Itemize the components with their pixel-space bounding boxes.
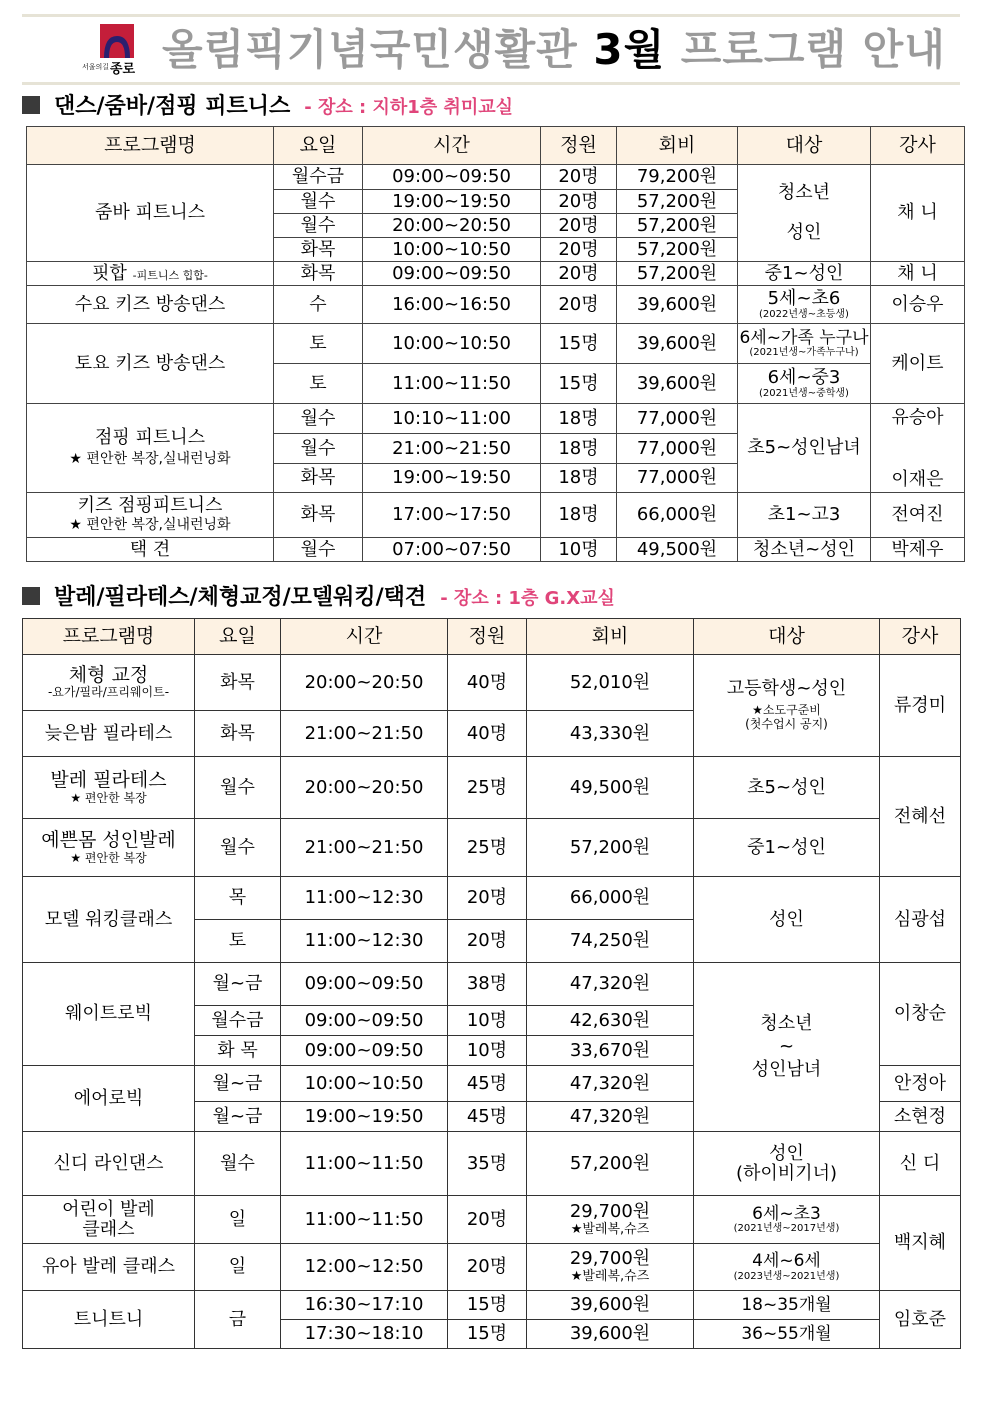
time-cell: 09:00~09:50 [281,963,448,1006]
top-rule [22,14,960,17]
jongno-logo [82,24,148,78]
fee-cell: 39,600원 [617,286,738,324]
program-name [23,1196,195,1244]
program-name [23,655,195,711]
target-line: 6세~중3 [767,367,841,389]
fee-cell: 47,320원 [527,963,694,1006]
fee-cell: 66,000원 [527,877,694,920]
teacher-cell: 박제우 [871,538,965,562]
target-cell [694,1244,880,1291]
target-cell: 중1~성인 [738,262,871,286]
col-header: 정원 [541,127,617,165]
teacher-line: 이재은 [891,468,944,490]
col-header: 프로그램명 [23,619,195,655]
section1-heading [22,89,513,120]
day-cell: 월수금 [274,165,363,190]
day-cell: 일 [195,1196,281,1244]
capacity-cell: 20명 [541,190,617,214]
col-header: 회비 [527,619,694,655]
target-cell: 18~35개월 [694,1291,880,1320]
target-cell [694,655,880,757]
capacity-cell: 20명 [541,214,617,238]
logo-small-text: 서울의길 [82,63,110,71]
time-cell: 17:00~17:50 [363,493,541,538]
fee-cell: 39,600원 [617,364,738,404]
program-name [27,404,274,493]
fee-cell: 52,010원 [527,655,694,711]
target-subline: (2021년생~중학생) [759,387,849,399]
program-name-text: 점핑 피트니스 [94,427,206,449]
day-cell: 월수금 [195,1006,281,1036]
program-name: 토요 키즈 방송댄스 [27,324,274,404]
col-header: 프로그램명 [27,127,274,165]
capacity-cell: 10명 [448,1036,527,1066]
section2-title: 발레/필라테스/체형교정/모델워킹/택견 [54,585,427,610]
day-cell: 월수 [195,1132,281,1196]
target-cell [738,324,871,364]
fee-cell: 77,000원 [617,464,738,493]
program-name: 트니트니 [23,1291,195,1349]
day-cell: 화목 [274,493,363,538]
fee-cell: 57,200원 [527,819,694,877]
time-cell: 19:00~19:50 [363,464,541,493]
day-cell: 화목 [195,711,281,757]
program-subtitle: -요가/필라/프리웨이트- [47,685,170,700]
day-cell: 화 목 [195,1036,281,1066]
target-cell: 36~55개월 [694,1320,880,1349]
program-name-text: 발레 필라테스 [50,768,167,791]
target-cell [694,1132,880,1196]
logo-text: 종로 [110,62,136,77]
teacher-cell: 백지혜 [880,1196,961,1291]
fee-cell: 39,600원 [617,324,738,364]
capacity-cell: 10명 [448,1006,527,1036]
dance-program-table [26,126,965,562]
program-name [23,819,195,877]
teacher-line: 유승아 [891,407,944,428]
capacity-cell: 20명 [541,238,617,262]
capacity-cell: 40명 [448,711,527,757]
capacity-cell: 15명 [448,1320,527,1349]
teacher-cell: 케이트 [871,324,965,404]
fee-cell: 74,250원 [527,920,694,963]
target-cell: 청소년~성인 [738,538,871,562]
day-cell: 월~금 [195,1102,281,1132]
time-cell: 11:00~11:50 [281,1132,448,1196]
day-cell: 수 [274,286,363,324]
title-month: 3월 [593,25,666,74]
table-row [27,493,965,538]
col-header: 시간 [281,619,448,655]
capacity-cell: 15명 [448,1291,527,1320]
table-row [23,655,961,711]
fee-cell: 49,500원 [527,757,694,819]
capacity-cell: 38명 [448,963,527,1006]
day-cell: 화목 [195,655,281,711]
target-note: (첫수업시 공지) [745,717,828,732]
fee-cell: 66,000원 [617,493,738,538]
col-header: 대상 [694,619,880,655]
time-cell: 09:00~09:50 [281,1006,448,1036]
target-cell: 초5~성인남녀 [738,404,871,493]
target-line: 성인 [786,221,822,243]
section2-location: - 장소 : 1층 G.X교실 [440,588,615,609]
fee-cell: 47,320원 [527,1066,694,1102]
fee-cell: 39,600원 [527,1320,694,1349]
day-cell: 월수 [274,434,363,464]
day-cell: 화목 [274,238,363,262]
program-name: 수요 키즈 방송댄스 [27,286,274,324]
col-header: 요일 [195,619,281,655]
fee-cell: 49,500원 [617,538,738,562]
program-name-text: 클래스 [82,1218,135,1240]
target-line: 성인 [769,1142,804,1164]
target-line: ~ [778,1036,795,1058]
capacity-cell: 40명 [448,655,527,711]
day-cell: 월~금 [195,963,281,1006]
target-line: 고등학생~성인 [726,678,847,700]
time-cell: 10:00~10:50 [281,1066,448,1102]
program-name-text: 체형 교정 [68,664,149,687]
target-subline: (2022년생~초등생) [759,308,849,320]
time-cell: 12:00~12:50 [281,1244,448,1291]
time-cell: 20:00~20:50 [363,214,541,238]
time-cell: 16:00~16:50 [363,286,541,324]
fee-cell: 77,000원 [617,404,738,434]
target-line: 6세~초3 [752,1203,821,1224]
capacity-cell: 20명 [541,165,617,190]
teacher-cell: 안정아 [880,1066,961,1102]
section2-heading [22,580,615,611]
fee-cell: 79,200원 [617,165,738,190]
table-header-row [27,127,965,165]
program-note: ★ 편안한 복장 [70,850,147,865]
table-row [23,1291,961,1320]
fee-cell [527,1244,694,1291]
capacity-cell: 20명 [448,877,527,920]
fee-cell: 42,630원 [527,1006,694,1036]
target-line: 6세~가족 누구나 [739,327,869,348]
time-cell: 10:10~11:00 [363,404,541,434]
capacity-cell: 20명 [448,1244,527,1291]
table-row [27,165,965,190]
fee-note: ★발레복,슈즈 [570,1269,650,1285]
title-pre: 올림픽기념국민생활관 [162,25,594,74]
col-header: 대상 [738,127,871,165]
capacity-cell: 20명 [448,1196,527,1244]
day-cell: 금 [195,1291,281,1349]
header-rule [22,82,960,85]
table-row [23,963,961,1006]
teacher-cell: 전혜선 [880,757,961,877]
time-cell: 19:00~19:50 [281,1102,448,1132]
program-name: 늦은밤 필라테스 [23,711,195,757]
capacity-cell: 18명 [541,464,617,493]
fee-cell: 57,200원 [617,214,738,238]
teacher-cell: 채 니 [871,165,965,262]
program-name [27,262,274,286]
capacity-cell: 20명 [541,262,617,286]
capacity-cell: 20명 [448,920,527,963]
target-cell: 중1~성인 [694,819,880,877]
title-post: 프로그램 안내 [665,25,946,74]
time-cell: 20:00~20:50 [281,757,448,819]
teacher-cell: 채 니 [871,262,965,286]
teacher-cell: 임호준 [880,1291,961,1349]
target-line: 청소년 [777,182,831,204]
target-cell: 초1~고3 [738,493,871,538]
square-bullet-icon [22,587,40,605]
time-cell: 20:00~20:50 [281,655,448,711]
program-name-text: 예쁜몸 성인발레 [41,828,176,851]
page-header [22,20,960,80]
target-line: 청소년 [760,1013,813,1035]
time-cell: 10:00~10:50 [363,238,541,262]
program-name: 웨이트로빅 [23,963,195,1066]
table-row [27,286,965,324]
time-cell: 16:30~17:10 [281,1291,448,1320]
ballet-program-table [22,618,961,1349]
day-cell: 화목 [274,262,363,286]
program-name [27,493,274,538]
capacity-cell: 35명 [448,1132,527,1196]
program-name: 모델 워킹클래스 [23,877,195,963]
teacher-cell: 심광섭 [880,877,961,963]
capacity-cell: 18명 [541,493,617,538]
col-header: 시간 [363,127,541,165]
section1-title: 댄스/줌바/점핑 피트니스 [54,94,291,119]
time-cell: 09:00~09:50 [363,262,541,286]
table-row [23,757,961,819]
fee-cell: 57,200원 [617,238,738,262]
fee-cell [527,1196,694,1244]
teacher-cell: 소현정 [880,1102,961,1132]
day-cell: 토 [274,324,363,364]
day-cell: 화목 [274,464,363,493]
square-bullet-icon [22,96,40,114]
fee-line: 29,700원 [569,1248,651,1270]
day-cell: 월수 [274,404,363,434]
program-name: 유아 발레 클래스 [23,1244,195,1291]
time-cell: 11:00~11:50 [281,1196,448,1244]
teacher-cell: 신 디 [880,1132,961,1196]
day-cell: 월수 [195,819,281,877]
day-cell: 월수 [274,190,363,214]
time-cell: 21:00~21:50 [363,434,541,464]
day-cell: 월수 [274,214,363,238]
fee-line: 29,700원 [569,1200,651,1222]
fee-cell: 57,200원 [527,1132,694,1196]
col-header: 회비 [617,127,738,165]
program-name-text: 어린이 발레 [62,1198,155,1220]
col-header: 강사 [871,127,965,165]
time-cell: 11:00~12:30 [281,877,448,920]
target-line: (하이비기너) [736,1162,837,1184]
program-name-text: 키즈 점핑피트니스 [77,495,223,517]
program-note: ★ 편안한 복장,실내런닝화 [69,451,231,468]
fee-cell: 33,670원 [527,1036,694,1066]
program-name: 에어로빅 [23,1066,195,1132]
capacity-cell: 10명 [541,538,617,562]
fee-cell: 43,330원 [527,711,694,757]
teacher-cell: 이승우 [871,286,965,324]
target-line: 4세~6세 [752,1251,821,1272]
target-cell [694,963,880,1132]
target-cell [738,364,871,404]
day-cell: 월수 [274,538,363,562]
time-cell: 19:00~19:50 [363,190,541,214]
capacity-cell: 45명 [448,1066,527,1102]
program-name [23,757,195,819]
page-title [162,20,946,80]
table-header-row [23,619,961,655]
fee-cell: 39,600원 [527,1291,694,1320]
teacher-cell: 이창순 [880,963,961,1066]
target-cell [738,165,871,262]
table-row [23,1244,961,1291]
table-row [27,538,965,562]
target-subline: (2023년생~2021년생) [733,1270,840,1282]
capacity-cell: 18명 [541,404,617,434]
capacity-cell: 15명 [541,324,617,364]
fee-cell: 77,000원 [617,434,738,464]
capacity-cell: 18명 [541,434,617,464]
time-cell: 09:00~09:50 [363,165,541,190]
target-cell [738,286,871,324]
capacity-cell: 20명 [541,286,617,324]
target-note: ★소도구준비 [752,703,821,717]
time-cell: 09:00~09:50 [281,1036,448,1066]
target-line: 5세~초6 [767,288,841,310]
capacity-cell: 45명 [448,1102,527,1132]
target-subline: (2021년생~가족누구나) [749,347,859,359]
section1-location: - 장소 : 지하1층 취미교실 [304,97,514,118]
table-row [23,1132,961,1196]
table-row [23,819,961,877]
col-header: 강사 [880,619,961,655]
fee-cell: 47,320원 [527,1102,694,1132]
time-cell: 11:00~12:30 [281,920,448,963]
target-cell [694,1196,880,1244]
fee-note: ★발레복,슈즈 [570,1221,650,1237]
day-cell: 목 [195,877,281,920]
day-cell: 월수 [195,757,281,819]
day-cell: 토 [195,920,281,963]
target-subline: (2021년생~2017년생) [733,1223,840,1235]
time-cell: 21:00~21:50 [281,711,448,757]
capacity-cell: 15명 [541,364,617,404]
target-line: 성인남녀 [751,1058,822,1080]
table-row [27,404,965,434]
col-header: 정원 [448,619,527,655]
day-cell: 월~금 [195,1066,281,1102]
program-name: 신디 라인댄스 [23,1132,195,1196]
capacity-cell: 25명 [448,757,527,819]
table-row [27,262,965,286]
col-header: 요일 [274,127,363,165]
teacher-cell: 전여진 [871,493,965,538]
teacher-cell [871,404,965,493]
fee-cell: 57,200원 [617,190,738,214]
time-cell: 21:00~21:50 [281,819,448,877]
day-cell: 일 [195,1244,281,1291]
table-row [27,324,965,364]
time-cell: 10:00~10:50 [363,324,541,364]
program-subtitle: -피트니스 힙합- [132,268,208,282]
table-row [23,877,961,920]
table-row [23,1196,961,1244]
target-cell: 초5~성인 [694,757,880,819]
program-name: 줌바 피트니스 [27,165,274,262]
day-cell: 토 [274,364,363,404]
time-cell: 17:30~18:10 [281,1320,448,1349]
program-note: ★ 편안한 복장,실내런닝화 [69,517,231,534]
program-note: ★ 편안한 복장 [70,790,147,805]
time-cell: 11:00~11:50 [363,364,541,404]
time-cell: 07:00~07:50 [363,538,541,562]
program-name: 택 견 [27,538,274,562]
teacher-cell: 류경미 [880,655,961,757]
fee-cell: 57,200원 [617,262,738,286]
program-name-text: 핏합 [92,262,127,284]
target-cell: 성인 [694,877,880,963]
capacity-cell: 25명 [448,819,527,877]
